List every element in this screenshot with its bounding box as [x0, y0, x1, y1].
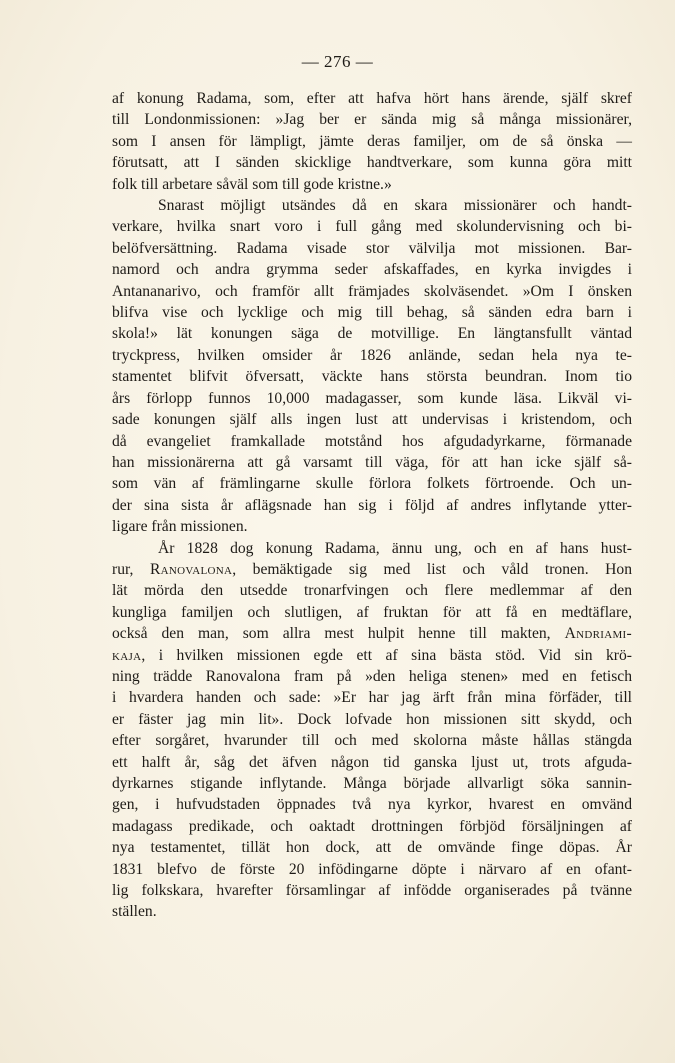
text-line: blifva vise och lycklige och mig till behag, så sänden edra barn i: [112, 304, 632, 322]
body-text: [112, 88, 632, 923]
text-line: der sina sista år aflägsnade han sig i följd af andres inflytande ytter-: [112, 496, 632, 514]
text-segment: , i hvilken missionen egde ett af sina bästa stöd. Vid sin krö-: [141, 646, 632, 664]
text-line: då evangeliet framkallade motstånd hos afgudadyrkarne, förmanade: [112, 432, 632, 450]
text-line: som I ansen för lämpligt, jämte deras familjer, om de så önska —: [112, 132, 632, 150]
text-line: i hvardera handen och sade: »Er har jag ärft från mina förfäder, till: [112, 689, 632, 707]
text-line: Snarast möjligt utsändes då en skara missionärer och handt-: [158, 197, 632, 215]
text-segment: rur,: [112, 560, 150, 578]
text-line: belöfversättning. Radama visade stor välvilja mot missionen. Bar-: [112, 239, 632, 257]
text-line: lig folkskara, hvarefter församlingar af infödde organiserades på tvänne: [112, 882, 632, 900]
text-line: madagass predikade, och oaktadt drottningen förbjöd försäljningen af: [112, 817, 632, 835]
text-line: tryckpress, hvilken omsider år 1826 anlände, sedan hela nya te-: [112, 346, 632, 364]
text-segment: också den man, som allra mest hulpit henne till makten,: [112, 625, 565, 643]
text-line: [112, 645, 632, 666]
person-name-andriamikaja-cont: kaja: [112, 646, 142, 664]
text-line: års förlopp funnos 10,000 madagasser, som kunde läsa. Likväl vi-: [112, 389, 632, 407]
text-line: ligare från missionen.: [112, 518, 248, 536]
text-line: förutsatt, att I sänden skicklige handtverkare, som kunna göra mitt: [112, 154, 632, 172]
text-line: [112, 559, 632, 580]
text-line: Antananarivo, och framför allt främjades skolväsendet. »Om I önsken: [112, 282, 632, 300]
text-line: dyrkarnes stigande inflytande. Många började allvarligt söka sannin-: [112, 775, 632, 792]
text-line: af konung Radama, som, efter att hafva hört hans ärende, själf skref: [112, 90, 632, 107]
text-line: han missionärerna att gå varsamt till väga, för att han icke själf så-: [112, 453, 632, 471]
text-line: folk till arbetare såväl som till gode kristne.»: [112, 175, 392, 193]
text-line: ning trädde Ranovalona fram på »den heliga stenen» med en fetisch: [112, 667, 632, 685]
text-line: verkare, hvilka snart voro i full gång med skolundervisning och bi-: [112, 218, 632, 236]
person-name-ranovalona: Ranovalona: [149, 560, 233, 578]
text-line: lät mörda den utsedde tronarfvingen och flere medlemmar af den: [112, 582, 632, 600]
text-line: nya testamentet, tillät hon dock, att de omvände finge döpas. År: [112, 839, 632, 857]
text-line: ställen.: [112, 903, 157, 921]
text-line: skola!» lät konungen säga de motvillige. En längtansfullt väntad: [112, 325, 632, 343]
text-line: efter sorgåret, hvarunder till och med skolorna måste hållas stängda: [112, 732, 632, 750]
page-number: — 276 —: [301, 52, 374, 71]
text-line: gen, i hufvudstaden öppnades två nya kyrkor, hvarest en omvänd: [112, 796, 632, 814]
text-line: namord och andra grymma seder afskaffades, en kyrka invigdes i: [112, 261, 632, 279]
text-line: kungliga familjen och slutligen, af fruktan för att få en medtäflare,: [112, 603, 632, 621]
text-line: stamentet blifvit öfversatt, väckte hans största beundran. Inom tio: [112, 368, 632, 386]
text-line: er fäster jag min lit». Dock lofvade hon missionen sitt skydd, och: [112, 710, 632, 728]
text-line: 1831 blefvo de förste 20 infödingarne döpte i närvaro af en ofant-: [112, 860, 632, 878]
text-segment: , bemäktigade sig med list och våld tronen. Hon: [232, 560, 632, 578]
text-line: [112, 623, 632, 644]
text-line: till Londonmissionen: »Jag ber er sända mig så många missionärer,: [112, 111, 632, 129]
text-line: sade konungen själf alls ingen lust att undervisas i kristendom, och: [112, 411, 632, 429]
person-name-andriamikaja: Andriami-: [564, 625, 632, 643]
text-line: År 1828 dog konung Radama, ännu ung, och en af hans hust-: [158, 539, 632, 557]
text-line: som vän af främlingarne skulle förlora folkets förtroende. Och un-: [112, 475, 632, 493]
text-line: ett halft år, såg det äfven någon tid ganska ljust ut, trots afguda-: [112, 753, 632, 771]
